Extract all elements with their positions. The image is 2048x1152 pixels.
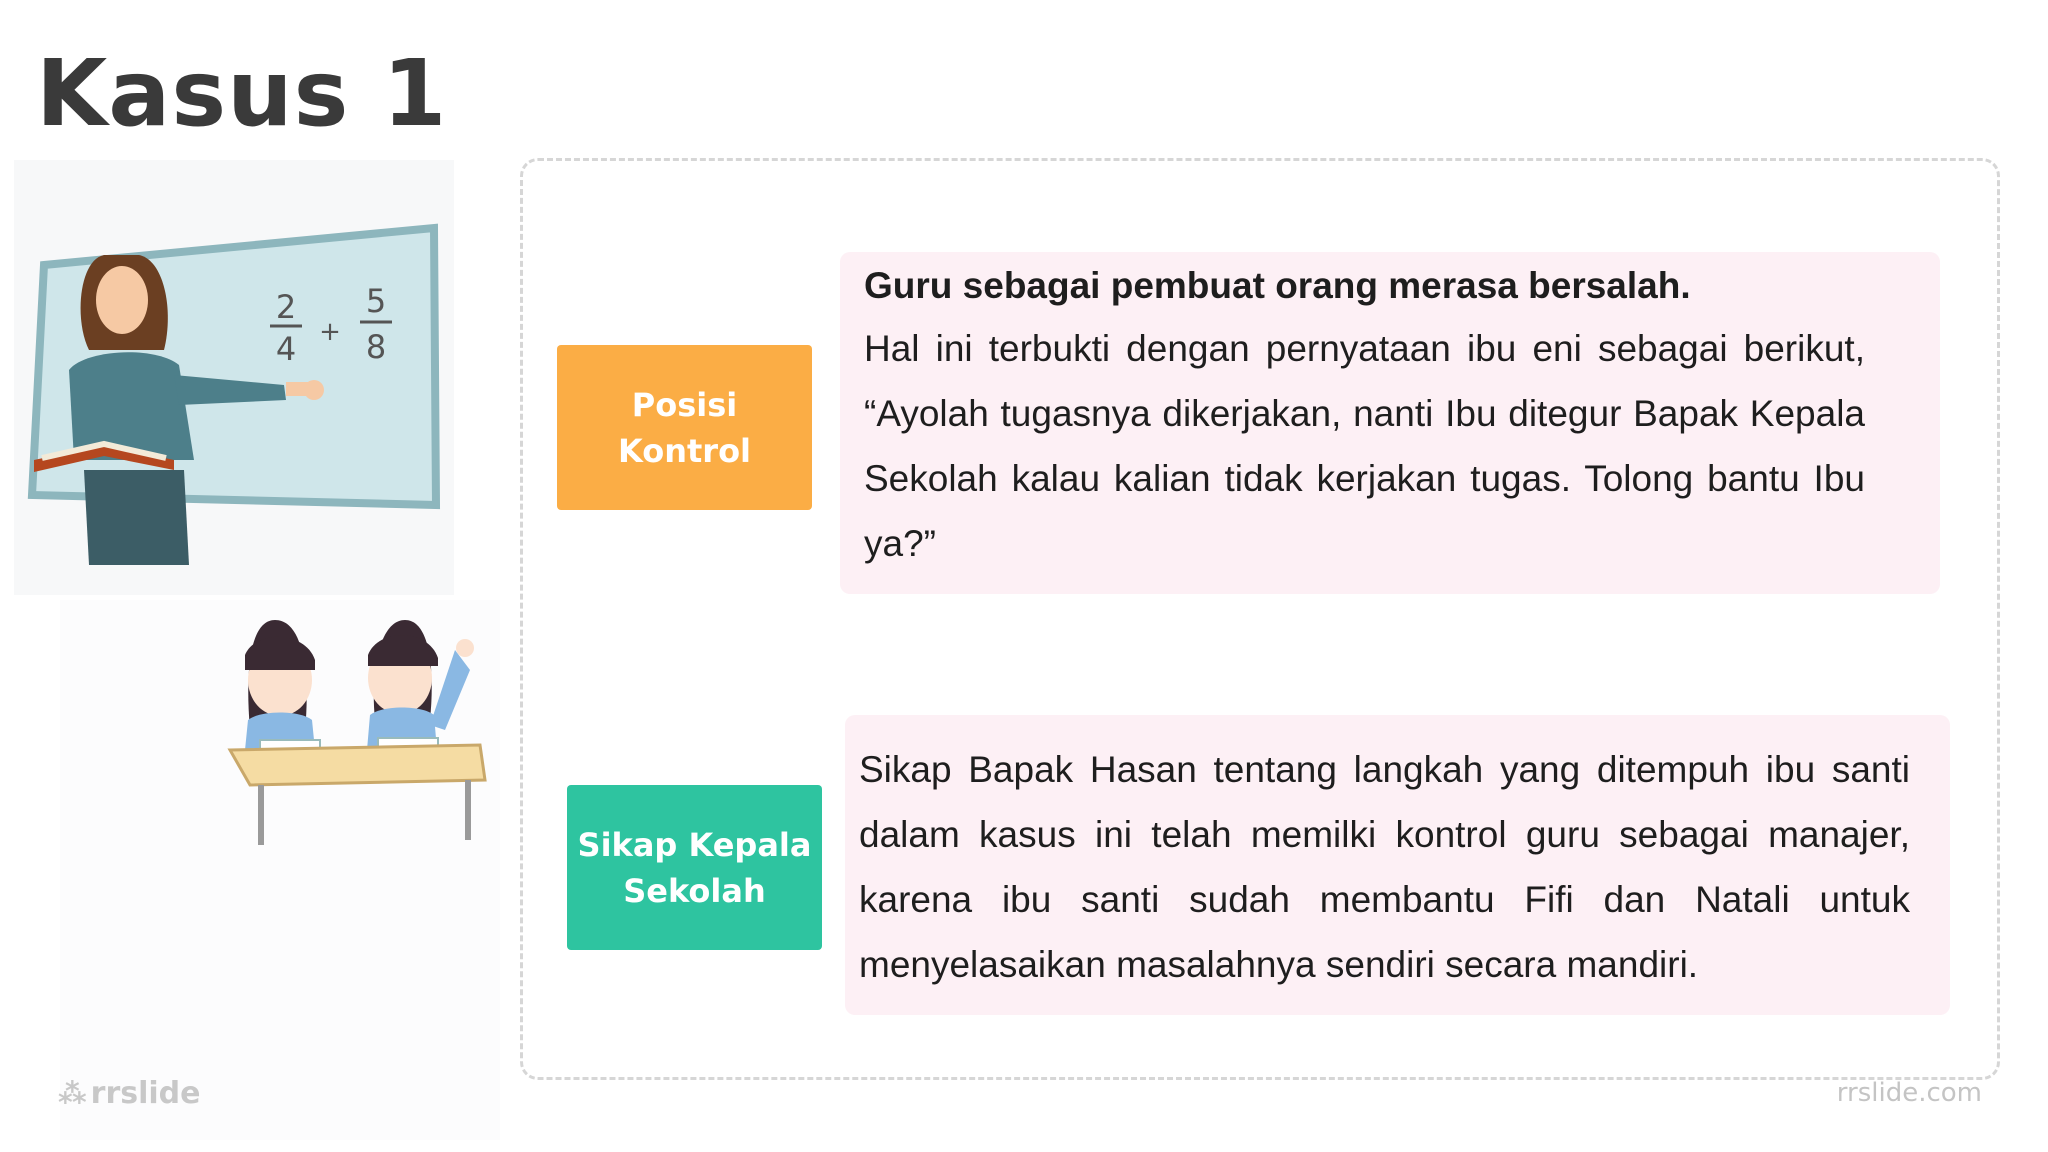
board-numerator-2: 5 [365, 282, 387, 320]
label-line-1: Sikap Kepala [577, 825, 812, 864]
students-at-desk-image [60, 600, 500, 900]
brand-logo [58, 1076, 201, 1111]
brand-mark-icon: ⁂ [58, 1077, 87, 1110]
case-explanation-box [840, 252, 1940, 594]
board-operator: + [319, 317, 341, 347]
board-denominator-1: 4 [275, 330, 297, 368]
label-line-1: Posisi [631, 385, 738, 424]
position-control-label [557, 345, 812, 510]
teacher-illustration [14, 160, 454, 595]
board-numerator-1: 2 [275, 288, 297, 326]
principal-attitude-body: Sikap Bapak Hasan tentang langkah yang ditempuh ibu santi dalam kasus ini telah memilki kontrol guru sebagai manajer, karena ibu santi sudah membantu Fifi dan Natali untuk menyelasaikan masalahnya sendiri secara mandiri. [859, 749, 1910, 985]
board-denominator-2: 8 [365, 328, 387, 366]
case-heading: Guru sebagai pembuat orang merasa bersalah. [864, 265, 1691, 306]
students-illustration [60, 600, 500, 1140]
slide-title: Kasus 1 [36, 40, 448, 147]
label-line-2: Kontrol [617, 431, 752, 470]
footer-url: rrslide.com [1836, 1078, 1982, 1108]
teacher-at-board-image [14, 160, 454, 595]
brand-name: rrslide [90, 1076, 201, 1111]
principal-attitude-label [567, 785, 822, 950]
case-body: Hal ini terbukti dengan pernyataan ibu eni sebagai berikut, “Ayolah tugasnya dikerjakan, nanti Ibu ditegur Bapak Kepala Sekolah kalau kalian tidak kerjakan tugas. Tolong bantu Ibu ya?” [864, 328, 1865, 564]
principal-attitude-box [845, 715, 1950, 1015]
label-line-2: Sekolah [623, 871, 766, 910]
